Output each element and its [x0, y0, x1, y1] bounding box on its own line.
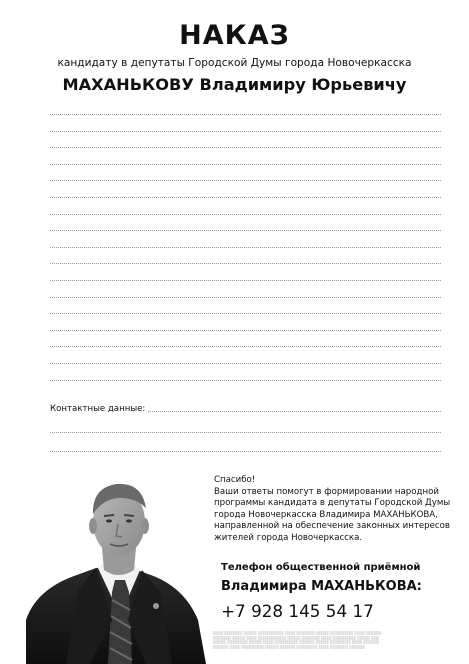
- writing-line[interactable]: [50, 131, 441, 132]
- contacts-label: Контактные данные:: [50, 404, 146, 414]
- page-subtitle: кандидату в депутаты Городской Думы города Новочеркасска: [57, 57, 412, 69]
- contacts-input-line[interactable]: [50, 451, 441, 452]
- writing-line[interactable]: [50, 164, 441, 165]
- header: [0, 20, 469, 95]
- writing-line[interactable]: [50, 346, 441, 347]
- contacts-input-line[interactable]: [50, 432, 441, 433]
- reception-phone-block: [221, 561, 461, 621]
- candidate-photo: [26, 470, 206, 664]
- writing-line[interactable]: [50, 114, 441, 115]
- writing-line[interactable]: [50, 247, 441, 248]
- phone-heading: Телефон общественной приёмной: [221, 562, 421, 573]
- writing-line[interactable]: [50, 297, 441, 298]
- writing-line[interactable]: [50, 230, 441, 231]
- writing-line[interactable]: [50, 214, 441, 215]
- writing-line[interactable]: [50, 197, 441, 198]
- thanks-text: Ваши ответы помогут в формировании народной программы кандидата в депутаты Городской Думы города Новочеркасска Владимира МАХАНЬКОВА, направленной на обеспечение законных интересов жителей города Новочеркасска.: [214, 486, 451, 543]
- writing-line[interactable]: [50, 313, 441, 314]
- writing-line[interactable]: [50, 363, 441, 364]
- thanks-heading: Спасибо!: [214, 475, 256, 485]
- page-title: НАКАЗ: [179, 20, 290, 51]
- writing-line[interactable]: [50, 380, 441, 381]
- writing-line[interactable]: [50, 263, 441, 264]
- writing-line[interactable]: [50, 180, 441, 181]
- contacts-input-line[interactable]: [148, 411, 441, 412]
- writing-line[interactable]: [50, 330, 441, 331]
- phone-owner-name: Владимира МАХАНЬКОВА:: [221, 579, 422, 594]
- contacts-row: [50, 403, 441, 415]
- print-imprint: ░░░░ ░░░░░░░ ░░░░░ ░░░░░░░░░░ ░░░░ ░░░░░░░ ░░░░░ ░░░░░░░░░ ░░░░ ░░░░░░ ░░░░░░░ ░░░░░ ░░░░ ░░░░░░░░░░░ ░░░░░ ░░░░░░░ ░░░░ ░░░░░░░░░ ░░░░░ ░░░ ░░░░░ ░░░░░░░░ ░░░░░ ░░░░ ░░░░░░░░░ ░░░░░░ ░░░░░ ░░░░░░░░ ░░░░ ░░░░░░ ░░░░░░ ░░░░ ░░░░░░░░░ ░░░░░ ░░░░░░ ░░░░░░░░ ░░░░ ░░░░░░░ ░░░░░░: [213, 631, 382, 649]
- candidate-name: МАХАНЬКОВУ Владимиру Юрьевичу: [62, 75, 407, 94]
- writing-line[interactable]: [50, 280, 441, 281]
- contacts-section: [50, 403, 441, 452]
- phone-number[interactable]: +7 928 145 54 17: [221, 601, 374, 621]
- thanks-block: [214, 475, 454, 544]
- writing-line[interactable]: [50, 147, 441, 148]
- mandate-text-area[interactable]: [50, 114, 441, 396]
